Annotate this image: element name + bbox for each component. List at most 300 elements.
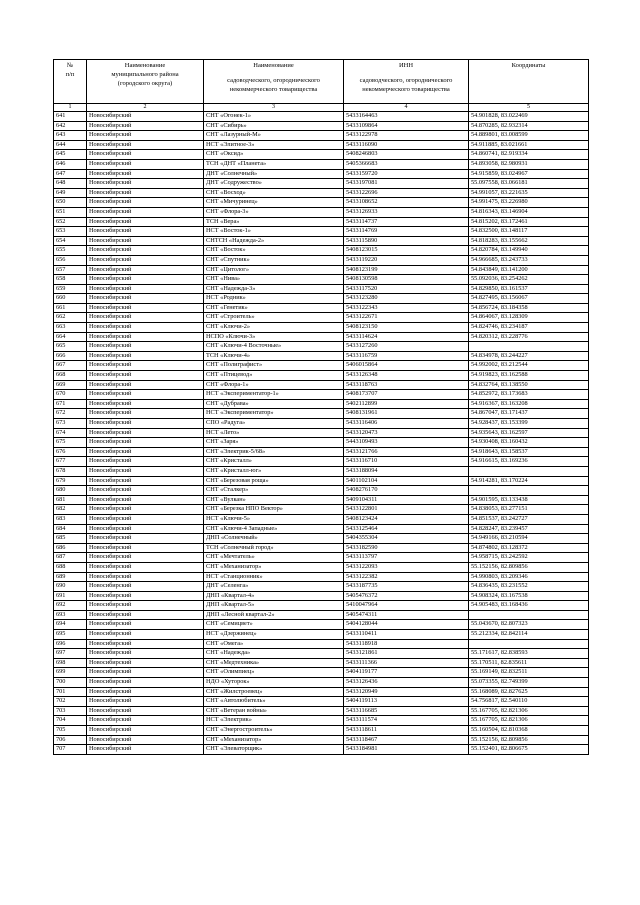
inn-cell: 5433182590: [344, 543, 469, 553]
district-cell: Новосибирский: [87, 630, 204, 640]
coordinates-cell: 55.170511, 82.835611: [469, 658, 589, 668]
coordinates-cell: 54.915859, 83.024967: [469, 169, 589, 179]
table-row: [54, 534, 589, 544]
table-row: [54, 486, 589, 496]
inn-cell: 5408173707: [344, 390, 469, 400]
coordinates-cell: 54.935643, 83.162597: [469, 428, 589, 438]
row-number-cell: 650: [54, 198, 87, 208]
table-row: [54, 524, 589, 534]
row-number-cell: 643: [54, 131, 87, 141]
inn-cell: 5408131961: [344, 409, 469, 419]
table-row: [54, 159, 589, 169]
snt-name-cell: СНТ «Птицевод»: [204, 371, 344, 381]
snt-name-cell: СНТ «Надежда»: [204, 649, 344, 659]
row-number-cell: 670: [54, 390, 87, 400]
coordinates-cell: 54.836435, 83.231552: [469, 582, 589, 592]
table-row: [54, 236, 589, 246]
table-row: [54, 562, 589, 572]
snt-name-cell: СНТ «Березовая роща»: [204, 476, 344, 486]
header-number: [54, 60, 87, 104]
header-number-text: № п/п: [65, 62, 75, 78]
table-row: [54, 572, 589, 582]
table-row: [54, 514, 589, 524]
coordinates-cell: 54.992002, 83.212544: [469, 361, 589, 371]
inn-cell: 5433116406: [344, 419, 469, 429]
snt-name-cell: НСТ «Лето»: [204, 428, 344, 438]
row-number-cell: 673: [54, 419, 87, 429]
district-cell: Новосибирский: [87, 121, 204, 131]
coordinates-cell: 54.889801, 83.008599: [469, 131, 589, 141]
snt-name-cell: СНТ «Мичуринец»: [204, 198, 344, 208]
inn-cell: 5433114624: [344, 332, 469, 342]
inn-cell: 5410047964: [344, 601, 469, 611]
snt-name-cell: ДНП «Квартал-5»: [204, 601, 344, 611]
table-row: [54, 265, 589, 275]
row-number-cell: 663: [54, 323, 87, 333]
district-cell: Новосибирский: [87, 207, 204, 217]
row-number-cell: 647: [54, 169, 87, 179]
inn-cell: 5433116685: [344, 706, 469, 716]
snt-name-cell: СНТ «Генетик»: [204, 303, 344, 313]
inn-cell: 5433122801: [344, 505, 469, 515]
snt-name-cell: ДНТ «Солнечный»: [204, 169, 344, 179]
snt-name-cell: СНТ «Элеваторщик»: [204, 745, 344, 755]
snt-name-cell: СНТ «Березка НПО Вектор»: [204, 505, 344, 515]
table-row: [54, 649, 589, 659]
snt-name-cell: СНТ «Нива»: [204, 275, 344, 285]
table-row: [54, 409, 589, 419]
snt-name-cell: СНТ «Оксид»: [204, 150, 344, 160]
row-number-cell: 689: [54, 572, 87, 582]
district-cell: Новосибирский: [87, 236, 204, 246]
snt-name-cell: СНТ «Ключи-4 Западные»: [204, 524, 344, 534]
table-row: [54, 150, 589, 160]
inn-cell: 5433122382: [344, 572, 469, 582]
header-district-text: Наименование муниципального района (городского округа): [111, 62, 179, 87]
row-number-cell: 693: [54, 610, 87, 620]
district-cell: Новосибирский: [87, 255, 204, 265]
inn-cell: 5408123015: [344, 246, 469, 256]
table-row: [54, 294, 589, 304]
snt-name-cell: ДНП «Солнечный»: [204, 534, 344, 544]
row-number-cell: 679: [54, 476, 87, 486]
district-cell: Новосибирский: [87, 112, 204, 122]
coordinates-cell: 54.930408, 83.160432: [469, 438, 589, 448]
coordinates-cell: [469, 486, 589, 496]
inn-cell: 5433122978: [344, 131, 469, 141]
snt-name-cell: ДНП «Квартал-4»: [204, 591, 344, 601]
district-cell: Новосибирский: [87, 687, 204, 697]
coordinates-cell: 54.991057, 83.221635: [469, 188, 589, 198]
header-inn-sub: садоводческого, огороднического некоммерческого товарищества: [359, 77, 453, 93]
table-row: [54, 582, 589, 592]
inn-cell: 5433187735: [344, 582, 469, 592]
inn-cell: 5433127260: [344, 342, 469, 352]
table-row: [54, 323, 589, 333]
row-number-cell: 652: [54, 217, 87, 227]
row-number-cell: 674: [54, 428, 87, 438]
table-row: [54, 121, 589, 131]
snt-name-cell: СНТ «Дубрава»: [204, 399, 344, 409]
coordinates-cell: 54.901828, 83.022469: [469, 112, 589, 122]
district-cell: Новосибирский: [87, 610, 204, 620]
table-row: [54, 457, 589, 467]
district-cell: Новосибирский: [87, 582, 204, 592]
inn-cell: 5433125464: [344, 524, 469, 534]
column-number: 5: [469, 104, 589, 112]
row-number-cell: 696: [54, 639, 87, 649]
table-row: [54, 342, 589, 352]
table-row: [54, 706, 589, 716]
table-row: [54, 505, 589, 515]
row-number-cell: 641: [54, 112, 87, 122]
inn-cell: 5408130598: [344, 275, 469, 285]
snt-name-cell: СНТ «Электрик-5/68»: [204, 447, 344, 457]
row-number-cell: 675: [54, 438, 87, 448]
inn-cell: 5404119113: [344, 697, 469, 707]
row-number-cell: 705: [54, 726, 87, 736]
snt-name-cell: СПО «Радуга»: [204, 419, 344, 429]
row-number-cell: 653: [54, 227, 87, 237]
header-name: [204, 60, 344, 104]
inn-cell: 5408123150: [344, 323, 469, 333]
snt-table: [53, 59, 589, 755]
district-cell: Новосибирский: [87, 678, 204, 688]
district-cell: Новосибирский: [87, 562, 204, 572]
district-cell: Новосибирский: [87, 351, 204, 361]
coordinates-cell: 54.905483, 83.168436: [469, 601, 589, 611]
inn-cell: 5408276170: [344, 486, 469, 496]
row-number-cell: 665: [54, 342, 87, 352]
district-cell: Новосибирский: [87, 227, 204, 237]
district-cell: Новосибирский: [87, 361, 204, 371]
row-number-cell: 644: [54, 140, 87, 150]
snt-name-cell: СНТ «Ключи-4 Восточные»: [204, 342, 344, 352]
coordinates-cell: 54.851537, 83.242727: [469, 514, 589, 524]
table-row: [54, 419, 589, 429]
district-cell: Новосибирский: [87, 438, 204, 448]
snt-name-cell: НСТ «Элитное-3»: [204, 140, 344, 150]
coordinates-cell: 54.834978, 83.244227: [469, 351, 589, 361]
inn-cell: 5433197081: [344, 179, 469, 189]
inn-cell: 5433115890: [344, 236, 469, 246]
row-number-cell: 664: [54, 332, 87, 342]
row-number-cell: 666: [54, 351, 87, 361]
table-header: [54, 60, 589, 112]
row-number-cell: 690: [54, 582, 87, 592]
coordinates-cell: 54.928437, 83.153399: [469, 419, 589, 429]
snt-name-cell: СНТ «Мечтатель»: [204, 553, 344, 563]
district-cell: Новосибирский: [87, 342, 204, 352]
column-number: 3: [204, 104, 344, 112]
table-row: [54, 399, 589, 409]
table-row: [54, 466, 589, 476]
snt-name-cell: ТСН «Ключи-4»: [204, 351, 344, 361]
document-page: [53, 59, 588, 755]
coordinates-cell: 55.168089, 82.827625: [469, 687, 589, 697]
inn-cell: 5404128044: [344, 620, 469, 630]
inn-cell: 5433121766: [344, 447, 469, 457]
table-row: [54, 591, 589, 601]
inn-cell: 5433120949: [344, 687, 469, 697]
district-cell: Новосибирский: [87, 265, 204, 275]
district-cell: Новосибирский: [87, 275, 204, 285]
row-number-cell: 642: [54, 121, 87, 131]
table-row: [54, 658, 589, 668]
snt-name-cell: СНТ «Флора-1»: [204, 380, 344, 390]
snt-name-cell: СНТ «Кристалл-юг»: [204, 466, 344, 476]
inn-cell: 5433113797: [344, 553, 469, 563]
snt-name-cell: СНТ «Лазурный-М»: [204, 131, 344, 141]
table-row: [54, 284, 589, 294]
table-row: [54, 447, 589, 457]
inn-cell: 5433184981: [344, 745, 469, 755]
row-number-cell: 704: [54, 716, 87, 726]
row-number-cell: 685: [54, 534, 87, 544]
inn-cell: 5408123424: [344, 514, 469, 524]
header-coordinates: [469, 60, 589, 104]
district-cell: Новосибирский: [87, 380, 204, 390]
district-cell: Новосибирский: [87, 246, 204, 256]
snt-name-cell: СНТ «Жилстроевец»: [204, 687, 344, 697]
inn-cell: 5433126436: [344, 678, 469, 688]
snt-name-cell: НСТ «Дзержинец»: [204, 630, 344, 640]
coordinates-cell: 54.874802, 83.128372: [469, 543, 589, 553]
table-body: [54, 112, 589, 755]
district-cell: Новосибирский: [87, 303, 204, 313]
district-cell: Новосибирский: [87, 553, 204, 563]
district-cell: Новосибирский: [87, 697, 204, 707]
snt-name-cell: СНТ «Флора-3»: [204, 207, 344, 217]
district-cell: Новосибирский: [87, 131, 204, 141]
inn-cell: 5433110411: [344, 630, 469, 640]
row-number-cell: 691: [54, 591, 87, 601]
district-cell: Новосибирский: [87, 726, 204, 736]
snt-name-cell: СНТСН «Надежда-2»: [204, 236, 344, 246]
snt-name-cell: НДО «Хуторок»: [204, 678, 344, 688]
district-cell: Новосибирский: [87, 323, 204, 333]
inn-cell: 5433111574: [344, 716, 469, 726]
snt-name-cell: НСТ «Восток-1»: [204, 227, 344, 237]
table-row: [54, 438, 589, 448]
district-cell: Новосибирский: [87, 466, 204, 476]
snt-name-cell: СНТ «Олимпиец»: [204, 668, 344, 678]
table-row: [54, 332, 589, 342]
district-cell: Новосибирский: [87, 476, 204, 486]
table-row: [54, 668, 589, 678]
table-row: [54, 428, 589, 438]
snt-name-cell: СНТ «Восход»: [204, 188, 344, 198]
district-cell: Новосибирский: [87, 159, 204, 169]
header-name-sub: садоводческого, огороднического некоммерческого товарищества: [227, 77, 320, 93]
inn-cell: 5443109493: [344, 438, 469, 448]
row-number-cell: 649: [54, 188, 87, 198]
snt-name-cell: СНТ «Кристалл»: [204, 457, 344, 467]
row-number-cell: 655: [54, 246, 87, 256]
row-number-cell: 651: [54, 207, 87, 217]
snt-name-cell: СНТ «Огонек-1»: [204, 112, 344, 122]
coordinates-cell: 54.908324, 83.167538: [469, 591, 589, 601]
district-cell: Новосибирский: [87, 457, 204, 467]
coordinates-cell: 54.914281, 83.170224: [469, 476, 589, 486]
inn-cell: 5433159720: [344, 169, 469, 179]
inn-cell: 5404119177: [344, 668, 469, 678]
row-number-cell: 671: [54, 399, 87, 409]
inn-cell: 5433122343: [344, 303, 469, 313]
coordinates-cell: 54.870285, 82.932314: [469, 121, 589, 131]
row-number-cell: 646: [54, 159, 87, 169]
coordinates-cell: 55.212334, 82.842114: [469, 630, 589, 640]
snt-name-cell: СНТ «Энергостроитель»: [204, 726, 344, 736]
table-row: [54, 380, 589, 390]
table-row: [54, 217, 589, 227]
inn-cell: 5433126348: [344, 371, 469, 381]
district-cell: Новосибирский: [87, 668, 204, 678]
inn-cell: 5433119220: [344, 255, 469, 265]
coordinates-cell: 54.829850, 83.161537: [469, 284, 589, 294]
snt-name-cell: СНТ «Заря»: [204, 438, 344, 448]
snt-name-cell: СНТ «Надежда-3»: [204, 284, 344, 294]
table-row: [54, 275, 589, 285]
inn-cell: 5433120473: [344, 428, 469, 438]
snt-name-cell: ТСН «Вера»: [204, 217, 344, 227]
table-row: [54, 476, 589, 486]
district-cell: Новосибирский: [87, 486, 204, 496]
row-number-cell: 657: [54, 265, 87, 275]
inn-cell: 5433188094: [344, 466, 469, 476]
inn-cell: 5408123199: [344, 265, 469, 275]
district-cell: Новосибирский: [87, 447, 204, 457]
district-cell: Новосибирский: [87, 419, 204, 429]
snt-name-cell: СНТ «Строитель»: [204, 313, 344, 323]
snt-name-cell: СНТ «Полиграфист»: [204, 361, 344, 371]
table-row: [54, 687, 589, 697]
coordinates-cell: 54.832500, 83.148117: [469, 227, 589, 237]
coordinates-cell: 55.160504, 82.810368: [469, 726, 589, 736]
table-row: [54, 390, 589, 400]
table-row: [54, 543, 589, 553]
coordinates-cell: 54.966685, 83.243733: [469, 255, 589, 265]
district-cell: Новосибирский: [87, 534, 204, 544]
table-row: [54, 620, 589, 630]
column-number-row: [54, 104, 589, 112]
coordinates-cell: 54.820784, 83.149940: [469, 246, 589, 256]
row-number-cell: 684: [54, 524, 87, 534]
table-row: [54, 735, 589, 745]
coordinates-cell: 54.818283, 83.155662: [469, 236, 589, 246]
inn-cell: 5433121861: [344, 649, 469, 659]
coordinates-cell: 55.097558, 83.066181: [469, 179, 589, 189]
snt-name-cell: СНТ «Автолюбитель»: [204, 697, 344, 707]
coordinates-cell: 54.911885, 83.021661: [469, 140, 589, 150]
coordinates-cell: 55.152156, 82.809856: [469, 562, 589, 572]
row-number-cell: 648: [54, 179, 87, 189]
snt-name-cell: СНТ «Омега»: [204, 639, 344, 649]
row-number-cell: 700: [54, 678, 87, 688]
coordinates-cell: 54.949166, 83.210594: [469, 534, 589, 544]
inn-cell: 5433118918: [344, 639, 469, 649]
table-row: [54, 697, 589, 707]
row-number-cell: 682: [54, 505, 87, 515]
district-cell: Новосибирский: [87, 601, 204, 611]
coordinates-cell: 54.867047, 83.171437: [469, 409, 589, 419]
table-row: [54, 351, 589, 361]
row-number-cell: 678: [54, 466, 87, 476]
coordinates-cell: [469, 342, 589, 352]
row-number-cell: 660: [54, 294, 87, 304]
snt-name-cell: НСТ «Экспериментатор»: [204, 409, 344, 419]
snt-name-cell: НСТ «Электрик»: [204, 716, 344, 726]
row-number-cell: 707: [54, 745, 87, 755]
row-number-cell: 681: [54, 495, 87, 505]
district-cell: Новосибирский: [87, 649, 204, 659]
district-cell: Новосибирский: [87, 169, 204, 179]
snt-name-cell: СНТ «Механизатор»: [204, 562, 344, 572]
snt-name-cell: СНТ «Спутник»: [204, 255, 344, 265]
snt-name-cell: СНТ «Медтехника»: [204, 658, 344, 668]
inn-cell: 5433114769: [344, 227, 469, 237]
district-cell: Новосибирский: [87, 371, 204, 381]
inn-cell: 5433116759: [344, 351, 469, 361]
district-cell: Новосибирский: [87, 179, 204, 189]
header-name-title: Наименование: [253, 62, 294, 69]
inn-cell: 5433123280: [344, 294, 469, 304]
table-row: [54, 198, 589, 208]
coordinates-cell: 55.167705, 82.821306: [469, 716, 589, 726]
snt-name-cell: НСПО «Ключи-3»: [204, 332, 344, 342]
row-number-cell: 692: [54, 601, 87, 611]
district-cell: Новосибирский: [87, 150, 204, 160]
coordinates-cell: 54.824746, 83.234187: [469, 323, 589, 333]
header-row: [54, 60, 589, 104]
coordinates-cell: 54.864067, 83.128309: [469, 313, 589, 323]
table-row: [54, 169, 589, 179]
district-cell: Новосибирский: [87, 514, 204, 524]
district-cell: Новосибирский: [87, 639, 204, 649]
district-cell: Новосибирский: [87, 140, 204, 150]
table-row: [54, 553, 589, 563]
row-number-cell: 659: [54, 284, 87, 294]
table-row: [54, 255, 589, 265]
row-number-cell: 656: [54, 255, 87, 265]
row-number-cell: 677: [54, 457, 87, 467]
snt-name-cell: ДНТ «Содружество»: [204, 179, 344, 189]
district-cell: Новосибирский: [87, 591, 204, 601]
district-cell: Новосибирский: [87, 332, 204, 342]
snt-name-cell: ТСН «ДНТ «Планета»: [204, 159, 344, 169]
coordinates-cell: 54.820312, 83.228776: [469, 332, 589, 342]
district-cell: Новосибирский: [87, 390, 204, 400]
row-number-cell: 683: [54, 514, 87, 524]
snt-name-cell: СНТ «Сибирь»: [204, 121, 344, 131]
district-cell: Новосибирский: [87, 313, 204, 323]
inn-cell: 5433126933: [344, 207, 469, 217]
row-number-cell: 688: [54, 562, 87, 572]
district-cell: Новосибирский: [87, 284, 204, 294]
row-number-cell: 662: [54, 313, 87, 323]
coordinates-cell: 55.152156, 82.809856: [469, 735, 589, 745]
district-cell: Новосибирский: [87, 198, 204, 208]
row-number-cell: 645: [54, 150, 87, 160]
coordinates-cell: 55.169149, 82.832511: [469, 668, 589, 678]
table-row: [54, 678, 589, 688]
district-cell: Новосибирский: [87, 735, 204, 745]
row-number-cell: 680: [54, 486, 87, 496]
header-inn-title: ИНН: [398, 62, 414, 69]
inn-cell: 5433111366: [344, 658, 469, 668]
inn-cell: 5402112899: [344, 399, 469, 409]
coordinates-cell: 54.893058, 82.980931: [469, 159, 589, 169]
